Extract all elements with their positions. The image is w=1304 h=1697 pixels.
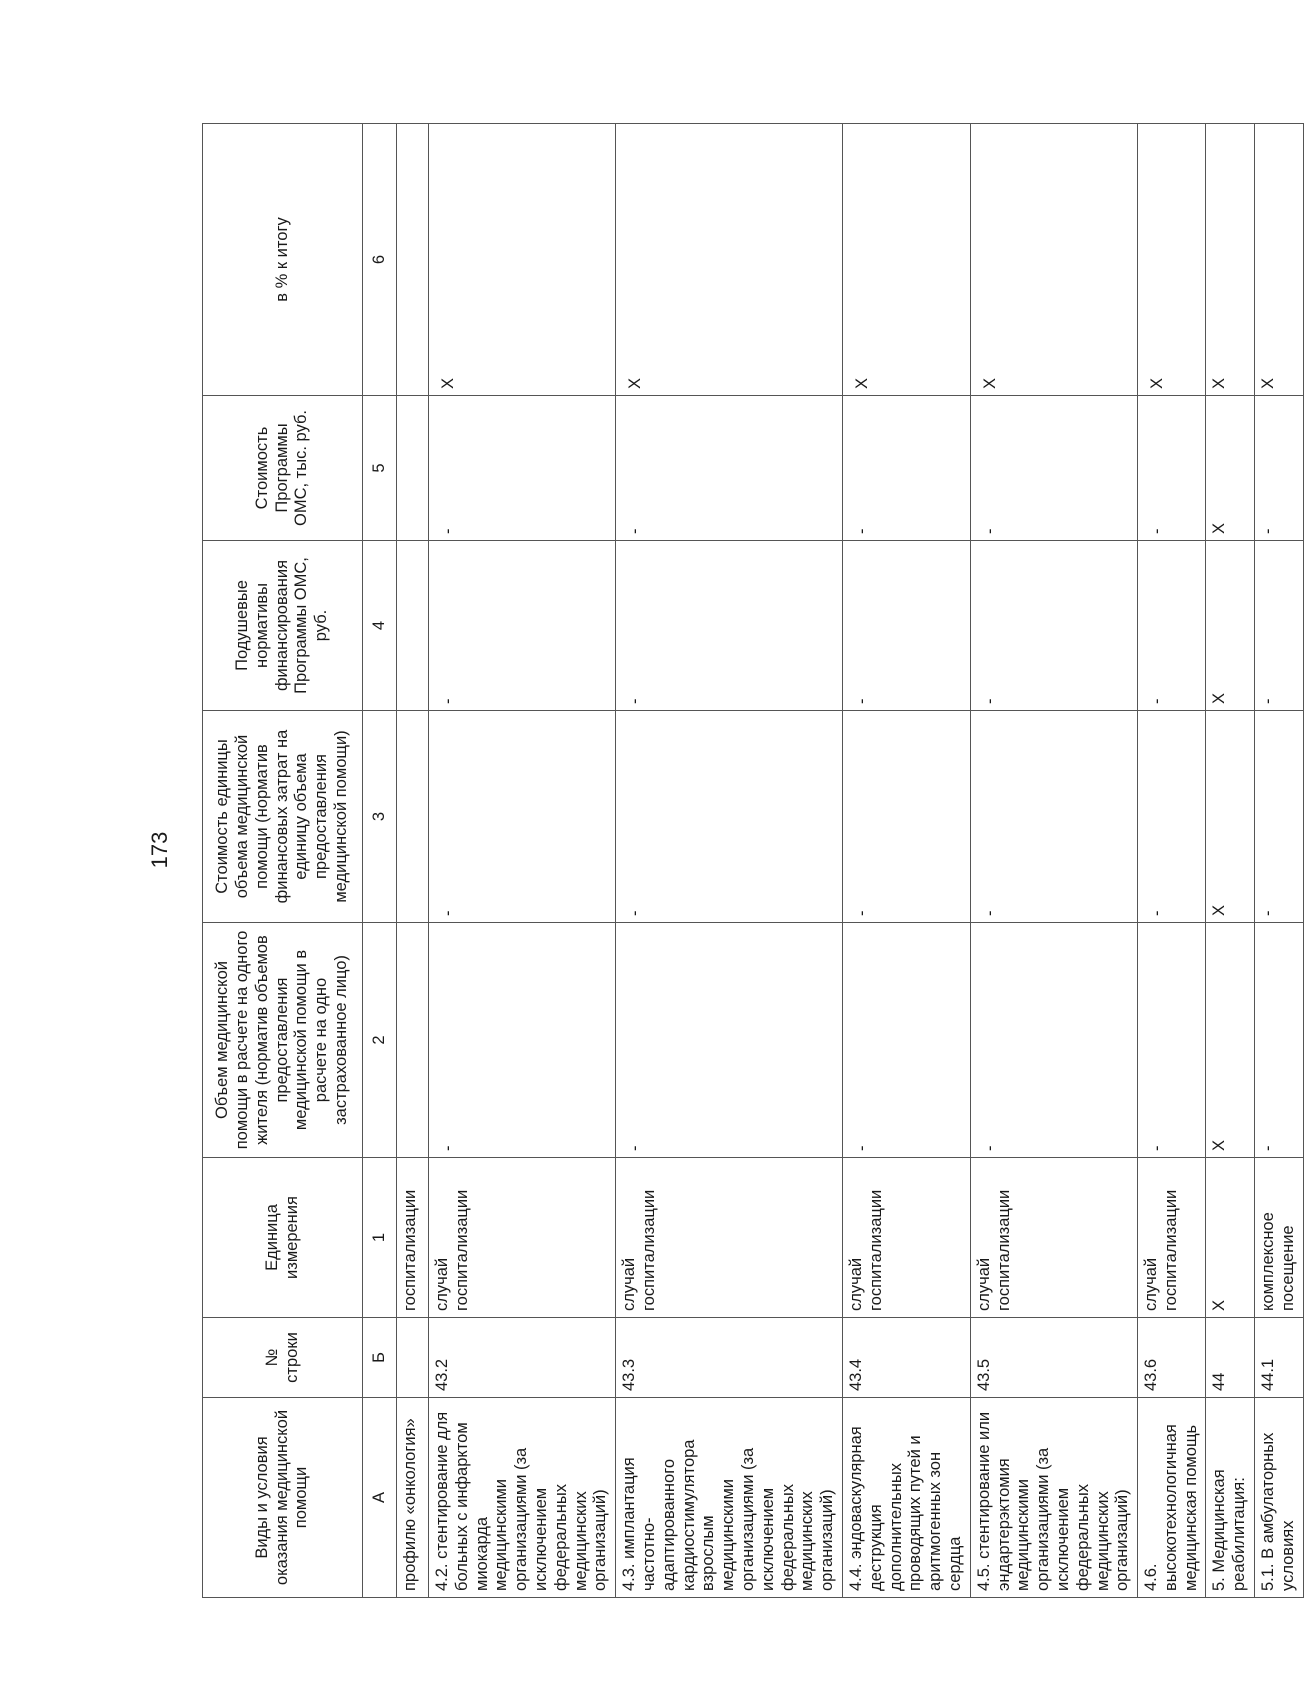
unit-cell: комплексное посещение [1255,1158,1304,1318]
row-number [397,1318,429,1398]
value-cell: - [842,923,970,1158]
index-cell: 2 [363,923,397,1158]
index-cell: 6 [363,124,397,396]
row-number: 44 [1206,1318,1255,1398]
value-cell: - [1255,923,1304,1158]
table-row [970,124,1137,1598]
value-cell: - [616,396,843,541]
row-number: 43.4 [842,1318,970,1398]
table-row [397,124,429,1598]
row-label: 4.6. высокотехнологичная медицинская помощь [1138,1398,1206,1598]
value-cell: X [1206,124,1255,396]
value-cell: X [1206,396,1255,541]
value-cell: X [1206,711,1255,923]
value-cell [397,711,429,923]
table-row [429,124,616,1598]
value-cell: X [1255,124,1304,396]
table-row [616,124,843,1598]
value-cell: - [1138,923,1206,1158]
unit-cell: случай госпитализации [429,1158,616,1318]
value-cell [397,396,429,541]
unit-cell: госпитализации [397,1158,429,1318]
value-cell: - [842,396,970,541]
table-frame [202,124,1297,1598]
row-number: 43.2 [429,1318,616,1398]
value-cell: - [616,711,843,923]
header-cell: Подушевые нормативы финансирования Программы ОМС, руб. [203,541,363,711]
table-row [1138,124,1206,1598]
unit-cell: случай госпитализации [842,1158,970,1318]
value-cell: - [1138,711,1206,923]
index-cell: 4 [363,541,397,711]
value-cell: - [970,396,1137,541]
value-cell: - [1138,541,1206,711]
value-cell: - [1138,396,1206,541]
unit-cell: случай госпитализации [970,1158,1137,1318]
value-cell: - [429,923,616,1158]
header-cell: Виды и условия оказания медицинской помощи [203,1398,363,1598]
row-label: профилю «онкология» [397,1398,429,1598]
value-cell [397,124,429,396]
table-row [842,124,970,1598]
row-number: 44.1 [1255,1318,1304,1398]
row-number: 43.6 [1138,1318,1206,1398]
value-cell: - [1255,541,1304,711]
row-number: 43.5 [970,1318,1137,1398]
value-cell: X [1206,541,1255,711]
value-cell: - [616,923,843,1158]
value-cell: - [842,711,970,923]
row-label: 4.2. стентирование для больных с инфарктом миокарда медицинскими организациями (за исключением федеральных медицинских организаций) [429,1398,616,1598]
row-number: 43.3 [616,1318,843,1398]
value-cell: X [970,124,1137,396]
value-cell: - [970,541,1137,711]
value-cell: - [842,541,970,711]
value-cell: - [429,711,616,923]
header-cell: Стоимость Программы ОМС, тыс. руб. [203,396,363,541]
value-cell [397,541,429,711]
value-cell: - [616,541,843,711]
row-label: 5. Медицинская реабилитация: [1206,1398,1255,1598]
table-row [1206,124,1255,1598]
index-cell: 5 [363,396,397,541]
unit-cell: случай госпитализации [1138,1158,1206,1318]
value-cell: X [616,124,843,396]
unit-cell: случай госпитализации [616,1158,843,1318]
header-cell: в % к итогу [203,124,363,396]
column-index-row [363,124,397,1598]
value-cell: - [429,541,616,711]
row-label: 4.3. имплантация частотно-адаптированного кардиостимулятора взрослым медицинскими организациями (за исключением федеральных медицинских организаций) [616,1398,843,1598]
value-cell: - [1255,711,1304,923]
unit-cell: X [1206,1158,1255,1318]
header-cell: Объем медицинской помощи в расчете на одного жителя (норматив объемов предоставления медицинской помощи в расчете на одно застрахованное лицо) [203,923,363,1158]
index-cell: 3 [363,711,397,923]
value-cell: X [842,124,970,396]
index-cell: 1 [363,1158,397,1318]
page-number: 173 [147,831,172,869]
header-cell: № строки [203,1318,363,1398]
value-cell: X [1206,923,1255,1158]
value-cell: X [1138,124,1206,396]
row-label: 5.1. В амбулаторных условиях [1255,1398,1304,1598]
index-cell: А [363,1398,397,1598]
row-label: 4.4. эндоваскулярная деструкция дополнительных проводящих путей и аритмогенных зон сердца [842,1398,970,1598]
value-cell: - [970,923,1137,1158]
value-cell [397,923,429,1158]
value-cell: - [970,711,1137,923]
table-row [1255,124,1304,1598]
header-cell: Стоимость единицы объема медицинской помощи (норматив финансовых затрат на единицу объема предоставления медицинской помощи) [203,711,363,923]
value-cell: X [429,124,616,396]
value-cell: - [429,396,616,541]
value-cell: - [1255,396,1304,541]
index-cell: Б [363,1318,397,1398]
financing-table [202,123,1304,1598]
header-row [203,124,363,1598]
row-label: 4.5. стентирование или эндартерэктомия медицинскими организациями (за исключением федеральных медицинских организаций) [970,1398,1137,1598]
header-cell: Единица измерения [203,1158,363,1318]
